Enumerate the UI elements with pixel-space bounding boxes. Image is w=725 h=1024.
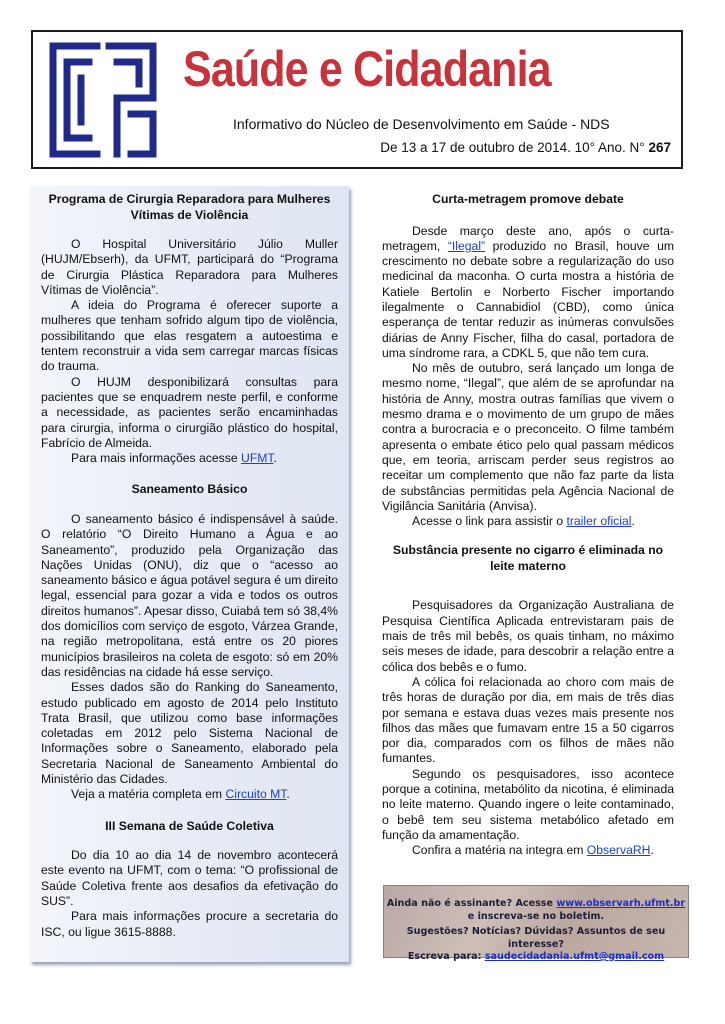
- article-paragraph: Do dia 10 ao dia 14 de novembro acontecerá este evento na UFMT, com o tema: “O profissional de Saúde Coletiva frente aos desafios da efetivação do SUS”.: [41, 848, 338, 908]
- paragraph-text: produzido no Brasil, houve um crescimento no debate sobre a regularização do uso medicinal da maconha. O curta mostra a história de Katiele Bertolin e Norberto Fischer importando ilegalmente o Cannabidiol (CBD), como única esperança de tentar reduzir as inúmeras convulsões diárias de Anny Fischer, filha do casal, portadora de uma síndrome rara, a CDKL 5, que não tem cura.: [382, 238, 675, 360]
- edition-date: De 13 a 17 de outubro de 2014. 10° Ano. N°: [380, 140, 645, 155]
- article-paragraph: A ideia do Programa é oferecer suporte a mulheres que tenham sofrido algum tipo de violência, possibilitando que elas resgatem a autoestima e tentem reconstruir a vida sem carregar marcas físicas do trauma.: [41, 298, 338, 374]
- article-paragraph: A cólica foi relacionada ao choro com mais de três horas de duração por dia, em mais de três dias por semana e estava duas vezes mais presente nos filhos das mães que fumavam entre 15 a 50 cigarros por dia, comparados com os filhos de mães não fumantes.: [382, 674, 674, 766]
- article-paragraph: O saneamento básico é indispensável à saúde. O relatório “O Direito Humano a Água e ao Saneamento”, produzido pela Organização das Nações Unidas (ONU), diz que o “acesso ao saneamento básico e água potável segura é um direito legal, essencial para gozar a vida e todos os outros direitos humanos”. Apesar disso, Cuiabá tem só 38,4% dos domicílios com serviço de esgoto, Várzea Grande, na região metropolitana, está entre os 20 piores municípios brasileiros na coleta de esgoto: só em 20% das residências na cidade há esse serviço.: [41, 511, 338, 679]
- article-paragraph: [382, 514, 674, 529]
- observarh-link[interactable]: ObservaRH: [586, 843, 651, 858]
- article-paragraph: Segundo os pesquisadores, isso acontece porque a cotinina, metabólito da nicotina, é eliminada no leite materno. Quando ingere o leite contaminado, o bebê tem seu sistema metabólico afetado em função da amamentação.: [382, 766, 674, 842]
- punctuation: .: [650, 843, 654, 858]
- article-paragraph: Pesquisadores da Organização Australiana de Pesquisa Científica Aplicada entrevistaram pais de mais de três mil bebês, os quais tinham, no máximo seis meses de idade, para descobrir a relação entre a cólica dos bebês e o fumo.: [382, 598, 674, 674]
- article-title-curta: Curta-metragem promove debate: [432, 192, 624, 206]
- ufmt-link[interactable]: UFMT: [241, 451, 274, 466]
- nds-logo-icon: [45, 38, 161, 162]
- link-intro: Veja a matéria completa em: [71, 787, 226, 802]
- punctuation: .: [273, 451, 277, 466]
- edition-info: [380, 140, 671, 155]
- banner-line: [384, 898, 688, 911]
- banner-line: e inscreva-se no boletim.: [467, 910, 605, 922]
- newsletter-title: Saúde e Cidadania: [183, 41, 551, 97]
- banner-line: [384, 951, 688, 964]
- article-paragraph: [41, 451, 338, 466]
- paragraph-text: Desde março deste ano, após o curta-metragem,: [382, 223, 674, 253]
- article-paragraph: No mês de outubro, será lançado um longa de mesmo nome, “Ilegal”, que além de se aprofundar na história de Anny, mostra outras famílias que vivem o mesmo drama e o movimento de um grupo de mães contra a burocracia e o preconceito. O filme também apresenta o embate ético pelo qual passam médicos que, em teoria, arriscam perder seus registros ao receitar um complemento que não faz parte da lista de substâncias permitidas pela Agência Nacional de Vigilância Sanitária (Anvisa).: [382, 361, 674, 513]
- article-paragraph: O HUJM desponibilizará consultas para pacientes que se enquadrem neste perfil, e conforme a necessidade, as pacientes serão encaminhadas para cirurgia, informa o cirurgião plástico do hospital, Fabrício de Almeida.: [41, 374, 338, 450]
- circuito-mt-link[interactable]: Circuito MT: [225, 787, 287, 802]
- email-link[interactable]: saudecidadania.ufmt@gmail.com: [484, 951, 665, 962]
- article-title-cirurgia: Programa de Cirurgia Reparadora para Mulheres Vítimas de Violência: [48, 192, 331, 222]
- observarh-site-link[interactable]: www.observarh.ufmt.br: [556, 898, 686, 909]
- banner-text: Ainda não é assinante? Acesse: [386, 898, 557, 909]
- banner-text: Escreva para:: [407, 951, 485, 962]
- left-column: [30, 186, 349, 962]
- link-intro: Confira a matéria na integra em: [412, 843, 587, 858]
- subscription-banner: [383, 885, 689, 962]
- newsletter-header: [31, 30, 683, 169]
- article-title-semana: III Semana de Saúde Coletiva: [105, 818, 274, 833]
- article-paragraph: O Hospital Universitário Júlio Muller (HUJM/Ebserh), da UFMT, participará do “Programa de Cirurgia Plástica Reparadora para Mulheres Vítimas de Violência”.: [41, 237, 338, 297]
- ilegal-link[interactable]: “Ilegal”: [447, 238, 486, 253]
- trailer-link[interactable]: trailer oficial: [566, 514, 632, 529]
- article-paragraph: [382, 843, 674, 858]
- punctuation: .: [286, 787, 290, 802]
- newsletter-subtitle: Informativo do Núcleo de Desenvolvimento em Saúde - NDS: [233, 116, 610, 132]
- punctuation: .: [631, 514, 635, 529]
- article-title-cigarro: Substância presente no cigarro é eliminada no leite materno: [392, 543, 664, 573]
- article-paragraph: Esses dados são do Ranking do Saneamento, estudo publicado em agosto de 2014 pelo Instituto Trata Brasil, que utilizou como base informações coletadas em 2012 pelo Sistema Nacional de Informações sobre o Saneamento, elaborado pela Secretaria Nacional de Saneamento Ambiental do Ministério das Cidades.: [41, 680, 338, 786]
- right-column: [382, 186, 674, 858]
- article-paragraph: [41, 787, 338, 802]
- article-paragraph: Para mais informações procure a secretaria do ISC, ou ligue 3615-8888.: [41, 909, 338, 939]
- article-paragraph: [382, 224, 674, 362]
- edition-number: 267: [648, 140, 671, 155]
- article-title-saneamento: Saneamento Básico: [131, 482, 248, 497]
- link-intro: Para mais informações acesse: [71, 451, 242, 466]
- banner-line: Sugestões? Notícias? Dúvidas? Assuntos de seu interesse?: [406, 926, 666, 950]
- link-intro: Acesse o link para assistir o: [412, 514, 567, 529]
